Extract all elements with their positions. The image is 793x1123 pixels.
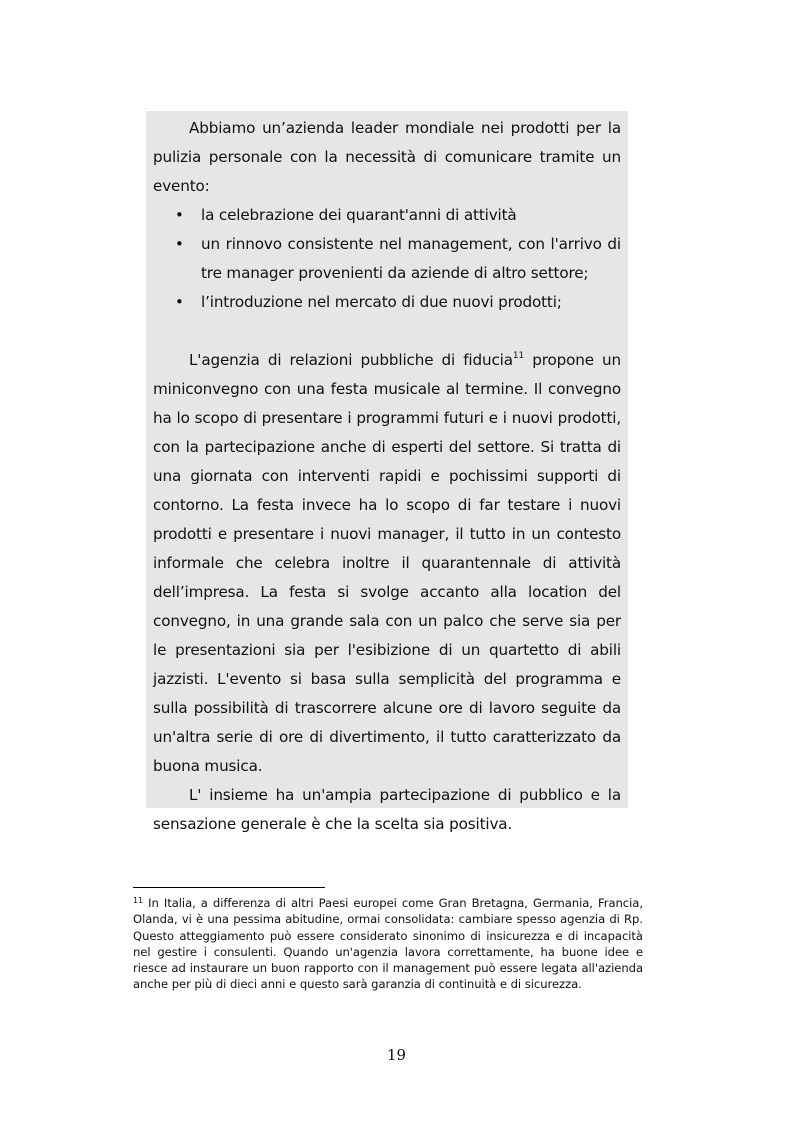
- footnote: [133, 895, 643, 993]
- paragraph-rest: propone un miniconvegno con una festa musicale al termine. Il convegno ha lo scopo di presentare i programmi futuri e i nuovi prodotti, con la partecipazione anche di esperti del settore. Si tratta di una giornata con interventi rapidi e pochissimi supporti di contorno. La festa invece ha lo scopo di far testare i nuovi prodotti e presentare i nuovi manager, il tutto in un contesto informale che celebra inoltre il quarantennale di attività dell’impresa. La festa si svolge accanto alla location del convegno, in una grande sala con un palco che serve sia per le presentazioni sia per l'esibizione di un quartetto di abili jazzisti. L'evento si basa sulla semplicità del programma e sulla possibilità di trascorrere alcune ore di lavoro seguite da un'altra serie di ore di divertimento, il tutto caratterizzato da buona musica.: [153, 351, 621, 775]
- list-item: [153, 288, 621, 317]
- box-content: [153, 114, 621, 839]
- list-item-text: un rinnovo consistente nel management, con l'arrivo di tre manager provenienti da aziende di altro settore;: [201, 235, 621, 282]
- conclusion-paragraph: L' insieme ha un'ampia partecipazione di pubblico e la sensazione generale è che la scelta sia positiva.: [153, 786, 621, 833]
- event-goals-list: [153, 201, 621, 317]
- list-item: [153, 230, 621, 288]
- list-item-text: l’introduzione nel mercato di due nuovi prodotti;: [201, 293, 562, 311]
- list-item: [153, 201, 621, 230]
- paragraph-start: L'agenzia di relazioni pubbliche di fiducia: [189, 351, 513, 369]
- footnote-text: In Italia, a differenza di altri Paesi europei come Gran Bretagna, Germania, Francia, Olanda, vi è una pessima abitudine, ormai consolidata: cambiare spesso agenzia di Rp. Questo atteggiamento può essere considerato sinonimo di insicurezza e di incapacità nel gestire i consulenti. Quando un'agenzia lavora correttamente, ha buone idee e riesce ad instaurare un buon rapporto con il management può essere legata all'azienda anche per più di dieci anni e questo sarà garanzia di continuità e di sicurezza.: [133, 896, 643, 992]
- agency-proposal-paragraph: [153, 346, 621, 781]
- intro-paragraph: Abbiamo un’azienda leader mondiale nei prodotti per la pulizia personale con la necessità di comunicare tramite un evento:: [153, 119, 621, 195]
- footnote-reference[interactable]: 11: [512, 351, 525, 361]
- highlighted-text-box: [146, 111, 628, 833]
- bullet-icon: •: [175, 235, 184, 253]
- footnote-number: 11: [133, 896, 144, 905]
- page-number: 19: [386, 1046, 407, 1064]
- bullet-icon: •: [175, 206, 184, 224]
- blank-line: [153, 317, 621, 346]
- bullet-icon: •: [175, 293, 184, 311]
- list-item-text: la celebrazione dei quarant'anni di attività: [201, 206, 517, 224]
- footnote-separator: [133, 887, 325, 888]
